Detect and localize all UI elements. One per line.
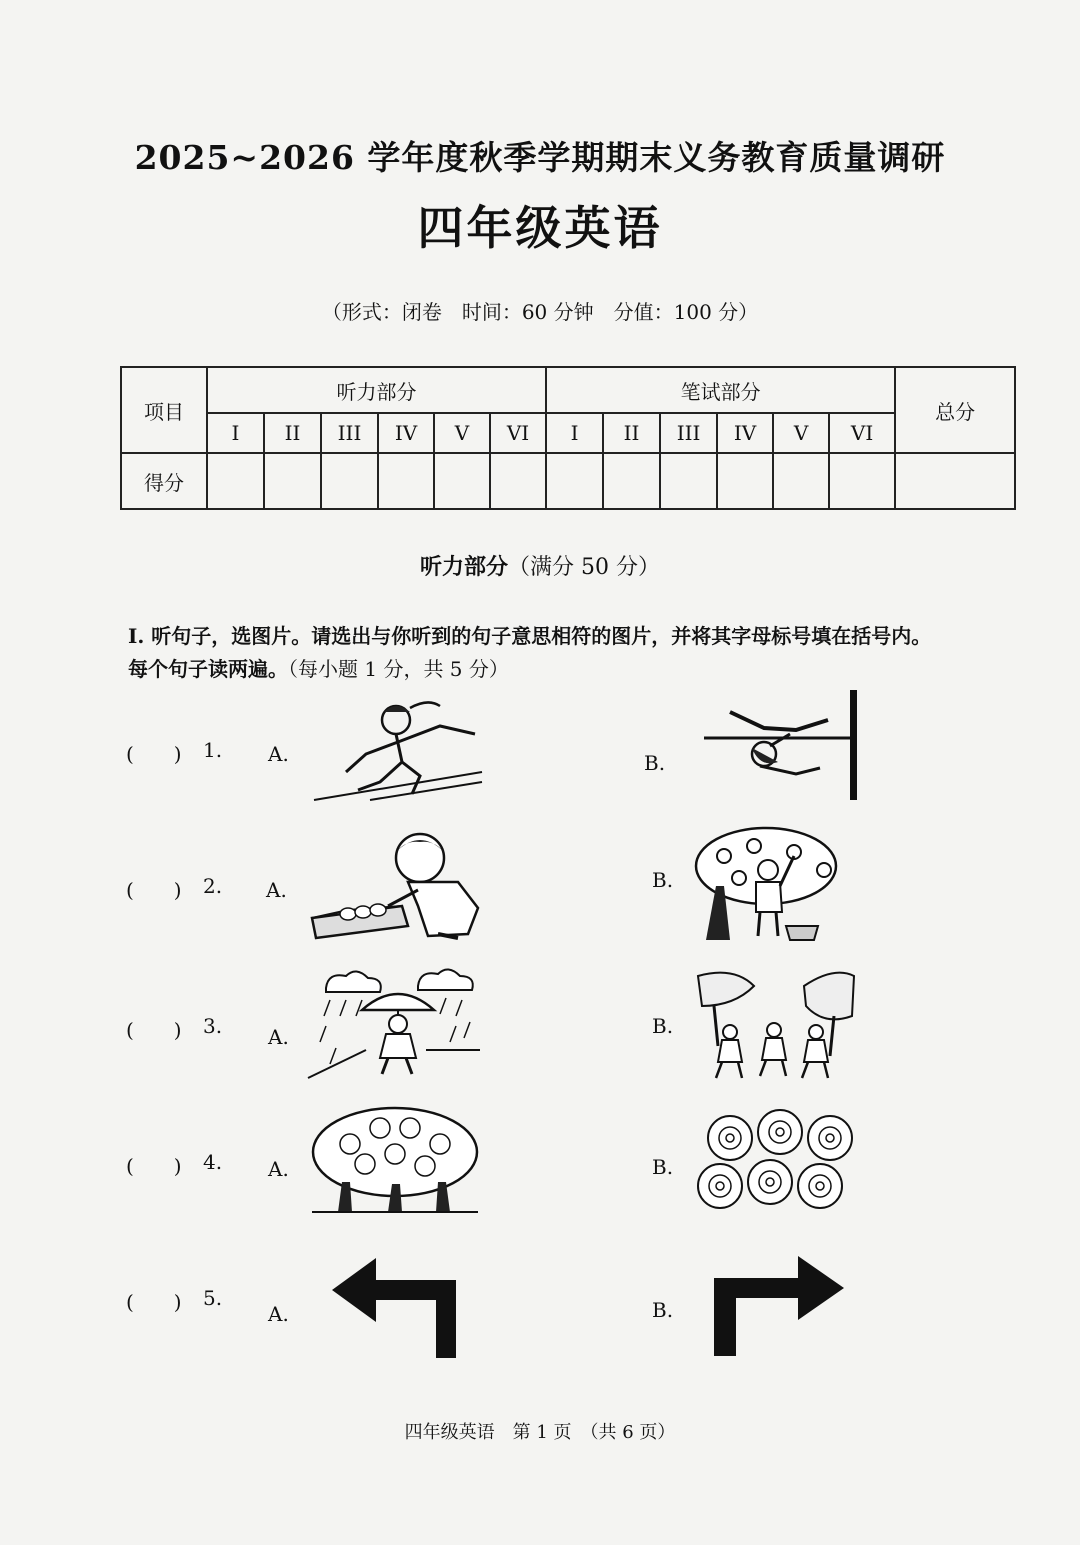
trees-icon — [310, 1104, 480, 1216]
part1-heading: I. 听句子，选图片。 — [128, 624, 312, 648]
listening-col: V — [434, 413, 490, 453]
score-cell[interactable] — [490, 453, 546, 509]
score-cell[interactable] — [207, 453, 264, 509]
listening-col: II — [264, 413, 321, 453]
option-a-label: A. — [268, 1157, 289, 1181]
boy-picking-eggs-icon — [308, 826, 486, 944]
score-cell[interactable] — [773, 453, 829, 509]
exam-title: 2025~2026 学年度秋季学期期末义务教育质量调研 — [134, 138, 946, 177]
section-title — [0, 550, 1080, 581]
long-jump-icon — [310, 690, 486, 805]
part1-instruction — [128, 620, 1018, 686]
option-b-label: B. — [652, 1155, 674, 1179]
total-header: 总分 — [895, 367, 1015, 453]
option-a-label: A. — [268, 1025, 289, 1049]
writing-col: I — [546, 413, 603, 453]
option-a-label: A. — [266, 878, 287, 902]
option-b-label: B. — [652, 868, 674, 892]
option-b-label: B. — [652, 1014, 674, 1038]
exam-subject: 四年级英语 — [417, 201, 663, 255]
question-number: 1. — [203, 738, 223, 762]
score-cell[interactable] — [546, 453, 603, 509]
score-cell[interactable] — [603, 453, 660, 509]
listening-col: VI — [490, 413, 546, 453]
score-cell[interactable] — [829, 453, 895, 509]
row-label-item: 项目 — [121, 367, 207, 453]
total-score-cell[interactable] — [895, 453, 1015, 509]
question-number: 4. — [203, 1150, 223, 1174]
part1-line2: 每个句子读两遍。 — [128, 657, 288, 681]
writing-header: 笔试部分 — [546, 367, 895, 413]
option-b-label: B. — [644, 751, 666, 775]
score-cell[interactable] — [717, 453, 773, 509]
windy-children-icon — [694, 966, 856, 1082]
writing-col: III — [660, 413, 717, 453]
turn-left-arrow-icon — [332, 1258, 460, 1360]
listening-col: I — [207, 413, 264, 453]
writing-col: II — [603, 413, 660, 453]
section-name: 听力部分 — [420, 554, 509, 580]
row-label-score: 得分 — [121, 453, 207, 509]
option-b-label: B. — [652, 1298, 674, 1322]
score-cell[interactable] — [321, 453, 378, 509]
score-cell[interactable] — [264, 453, 321, 509]
listening-col: IV — [378, 413, 434, 453]
score-cell[interactable] — [434, 453, 490, 509]
question-number: 5. — [203, 1286, 223, 1310]
answer-bracket[interactable]: ( ) — [126, 1290, 182, 1314]
question-number: 3. — [203, 1014, 223, 1038]
score-cell[interactable] — [378, 453, 434, 509]
page-footer: 四年级英语 第 1 页 （共 6 页） — [404, 1422, 676, 1443]
section-score: （满分 50 分） — [508, 555, 660, 580]
score-table — [120, 366, 1016, 510]
answer-bracket[interactable]: ( ) — [126, 1154, 182, 1178]
option-a-label: A. — [268, 1302, 289, 1326]
turn-right-arrow-icon — [714, 1256, 846, 1358]
option-a-label: A. — [268, 742, 289, 766]
part1-score: （每小题 1 分，共 5 分） — [288, 657, 509, 681]
part1-instruction-text: 请选出与你听到的句子意思相符的图片，并将其字母标号填在括号内。 — [311, 624, 932, 648]
picking-fruit-icon — [694, 826, 856, 942]
roses-icon — [690, 1108, 860, 1212]
exam-meta: （形式：闭卷 时间：60 分钟 分值：100 分） — [321, 300, 759, 324]
question-number: 2. — [203, 874, 223, 898]
writing-col: VI — [829, 413, 895, 453]
score-cell[interactable] — [660, 453, 717, 509]
writing-col: V — [773, 413, 829, 453]
writing-col: IV — [717, 413, 773, 453]
high-jump-icon — [700, 688, 865, 803]
listening-header: 听力部分 — [207, 367, 546, 413]
answer-bracket[interactable]: ( ) — [126, 742, 182, 766]
listening-col: III — [321, 413, 378, 453]
answer-bracket[interactable]: ( ) — [126, 878, 182, 902]
answer-bracket[interactable]: ( ) — [126, 1018, 182, 1042]
rainy-umbrella-icon — [306, 966, 481, 1082]
